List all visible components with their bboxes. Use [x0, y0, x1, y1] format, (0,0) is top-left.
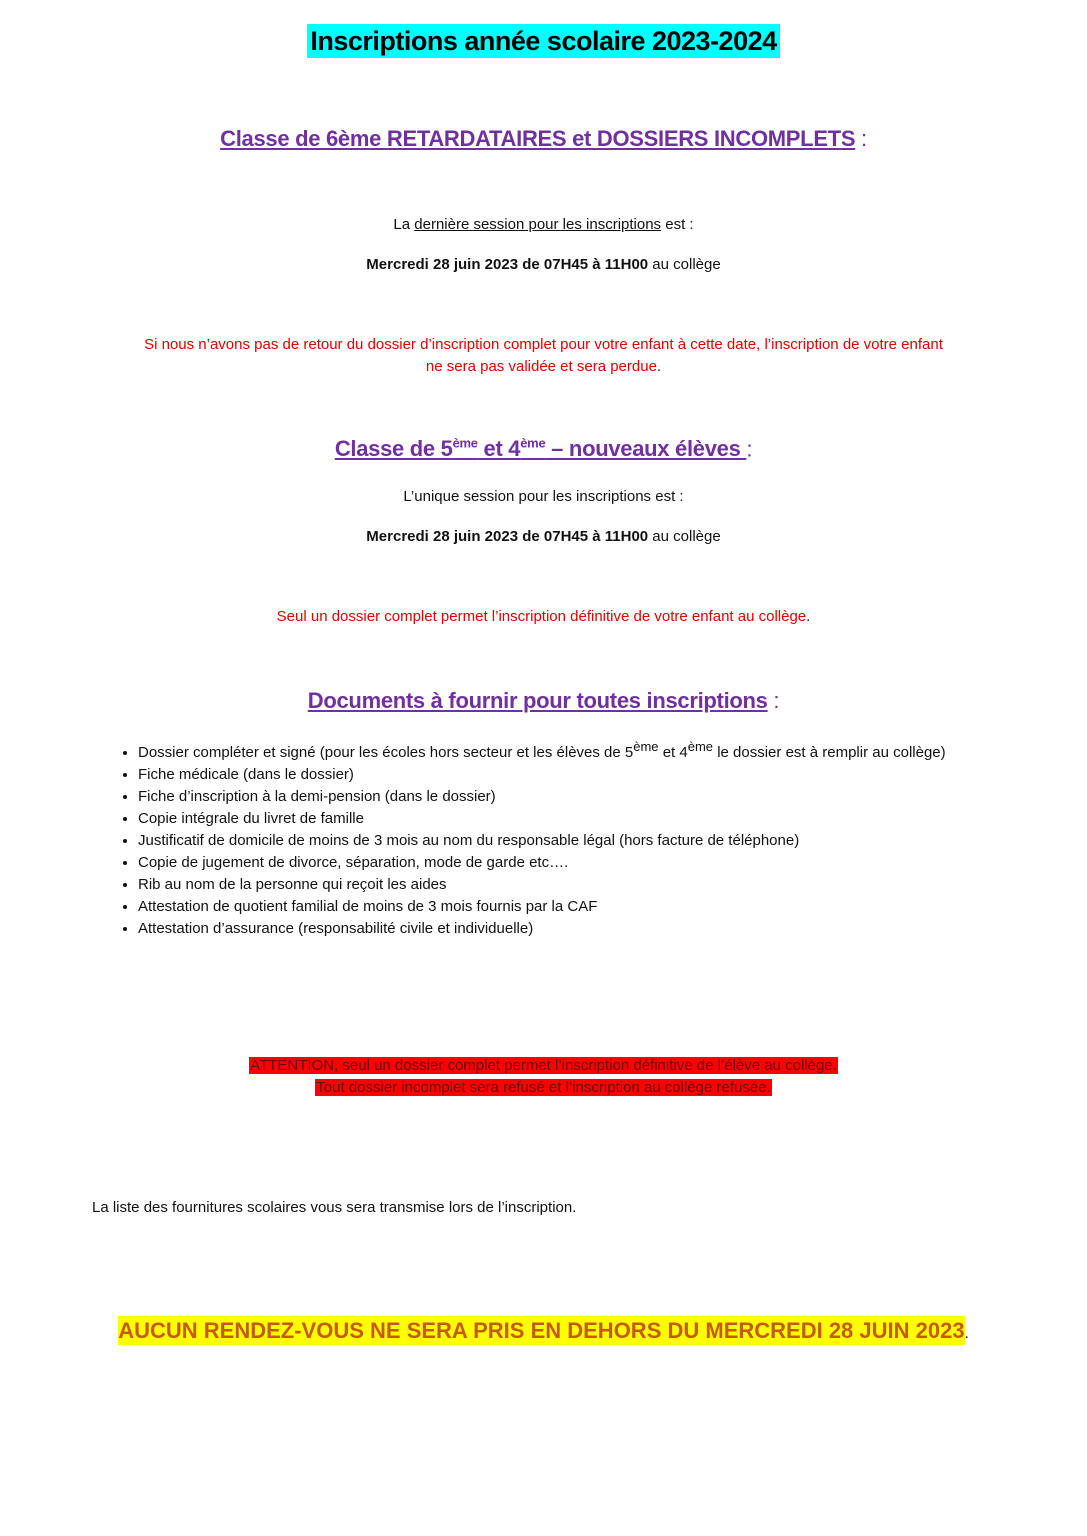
attention-line-2: Tout dossier incomplet sera refusé et l’inscription au collège refusée. — [316, 1079, 771, 1096]
supplies-note: La liste des fournitures scolaires vous sera transmise lors de l’inscription. — [92, 1199, 577, 1216]
list-item: • Attestation d’assurance (responsabilité civile et individuelle) — [138, 918, 998, 940]
session-intro: La dernière session pour les inscriptions est : — [393, 216, 694, 233]
session-date: Mercredi 28 juin 2023 de 07H45 à 11H00 au collège — [366, 256, 721, 273]
warning-line-1: Si nous n’avons pas de retour du dossier d’inscription complet pour votre enfant à cette date, l’inscription de votre enfant — [144, 336, 943, 353]
list-item: • Rib au nom de la personne qui reçoit les aides — [138, 874, 998, 896]
warning-line-2: ne sera pas validée et sera perdue. — [425, 358, 662, 375]
session-date-2: Mercredi 28 juin 2023 de 07H45 à 11H00 au collège — [366, 528, 721, 545]
attention-line-1: ATTENTION, seul un dossier complet permet l’inscription définitive de l’élève au collège. — [250, 1057, 837, 1074]
documents-list — [110, 736, 998, 940]
list-item: • Copie de jugement de divorce, séparation, mode de garde etc…. — [138, 852, 998, 874]
list-item: • Fiche d’inscription à la demi-pension (dans le dossier) — [138, 786, 998, 808]
list-item: • Attestation de quotient familial de moins de 3 mois fournis par la CAF — [138, 896, 998, 918]
final-notice: AUCUN RENDEZ-VOUS NE SERA PRIS EN DEHORS DU MERCREDI 28 JUIN 2023. — [118, 1318, 969, 1343]
section-heading-documents: Documents à fournir pour toutes inscriptions : — [307, 688, 780, 713]
section-heading-5eme-4eme: Classe de 5ème et 4ème – nouveaux élèves : — [334, 436, 753, 462]
complete-dossier-note: Seul un dossier complet permet l’inscription définitive de votre enfant au collège. — [276, 608, 811, 625]
list-item: • Copie intégrale du livret de famille — [138, 808, 998, 830]
list-item: • Fiche médicale (dans le dossier) — [138, 764, 998, 786]
page-title: Inscriptions année scolaire 2023-2024 — [0, 26, 1087, 57]
list-item: • Dossier compléter et signé (pour les écoles hors secteur et les élèves de 5ème et 4ème le dossier est à remplir au collège) — [138, 736, 998, 764]
list-item: • Justificatif de domicile de moins de 3 mois au nom du responsable légal (hors facture de téléphone) — [138, 830, 998, 852]
section-heading-6eme: Classe de 6ème RETARDATAIRES et DOSSIERS INCOMPLETS : — [220, 126, 867, 151]
session-intro-2: L’unique session pour les inscriptions est : — [403, 488, 684, 505]
